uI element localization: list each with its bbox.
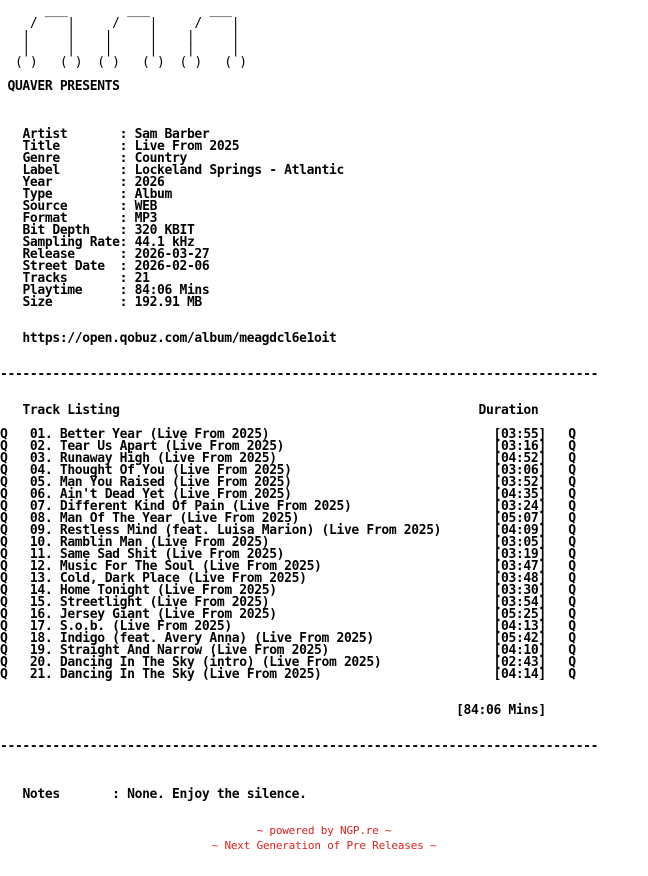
info-separator: :: [59, 151, 135, 166]
info-value: Sam Barber: [134, 127, 210, 142]
track-title: Runaway High (Live From 2025): [59, 451, 277, 466]
track-title: Thought Of You (Live From 2025): [59, 463, 292, 478]
track-title: Ain't Dead Yet (Live From 2025): [59, 487, 292, 502]
border-glyph: Q: [568, 535, 576, 550]
track-duration: [04:35]: [493, 487, 546, 502]
info-separator: :: [67, 127, 135, 142]
track-number: 01.: [29, 427, 53, 442]
track-number: 17.: [29, 619, 53, 634]
track-number: 08.: [29, 511, 53, 526]
info-separator: :: [59, 139, 135, 154]
border-glyph: Q: [568, 559, 576, 574]
border-glyph: Q: [0, 655, 8, 670]
track-title: Dancing In The Sky (intro) (Live From 2025): [59, 655, 382, 670]
info-value: Live From 2025: [134, 139, 240, 154]
track-title: Streetlight (Live From 2025): [59, 595, 270, 610]
info-separator: :: [119, 235, 135, 250]
border-glyph: Q: [0, 667, 8, 682]
border-glyph: Q: [0, 523, 8, 538]
track-number: 02.: [29, 439, 53, 454]
info-separator: :: [67, 211, 135, 226]
info-value: 21: [134, 271, 150, 286]
track-duration: [03:48]: [493, 571, 546, 586]
track-number: 13.: [29, 571, 53, 586]
info-value: 2026-02-06: [134, 259, 210, 274]
track-duration: [04:13]: [493, 619, 546, 634]
border-glyph: Q: [568, 655, 576, 670]
track-duration: [04:52]: [493, 451, 546, 466]
album-url: https://open.qobuz.com/album/meagdcl6e1oit: [0, 331, 337, 346]
track-title: Tear Us Apart (Live From 2025): [59, 439, 285, 454]
border-glyph: Q: [0, 619, 8, 634]
border-glyph: Q: [568, 511, 576, 526]
info-separator: :: [89, 223, 135, 238]
border-glyph: Q: [0, 499, 8, 514]
border-glyph: Q: [0, 463, 8, 478]
duration-label: Duration: [478, 403, 539, 418]
border-glyph: Q: [0, 643, 8, 658]
track-duration: [04:10]: [493, 643, 546, 658]
track-title: Better Year (Live From 2025): [59, 427, 270, 442]
info-key: Genre: [22, 151, 60, 166]
track-number: 19.: [29, 643, 53, 658]
info-value: Lockeland Springs - Atlantic: [134, 163, 344, 178]
border-glyph: Q: [0, 571, 8, 586]
info-separator: :: [82, 283, 135, 298]
track-duration: [03:06]: [493, 463, 546, 478]
track-number: 04.: [29, 463, 53, 478]
info-separator: :: [104, 259, 135, 274]
track-title: Man You Raised (Live From 2025): [59, 475, 292, 490]
track-number: 20.: [29, 655, 53, 670]
track-number: 15.: [29, 595, 53, 610]
border-glyph: Q: [0, 439, 8, 454]
track-number: 21.: [29, 667, 53, 682]
info-key: Sampling Rate: [22, 235, 120, 250]
info-key: Title: [22, 139, 60, 154]
border-glyph: Q: [568, 643, 576, 658]
info-value: MP3: [134, 211, 158, 226]
track-number: 18.: [29, 631, 53, 646]
track-title: Dancing In The Sky (Live From 2025): [59, 667, 322, 682]
track-title: Same Sad Shit (Live From 2025): [59, 547, 285, 562]
info-value: 2026: [134, 175, 165, 190]
track-number: 07.: [29, 499, 53, 514]
border-glyph: Q: [568, 547, 576, 562]
info-separator: :: [67, 199, 135, 214]
info-row-size: [0, 297, 648, 309]
track-title: Indigo (feat. Avery Anna) (Live From 2025): [59, 631, 374, 646]
track-duration: [04:09]: [493, 523, 546, 538]
track-title: Different Kind Of Pain (Live From 2025): [59, 499, 352, 514]
divider-top: --------------------------------------------------------------------------------: [0, 367, 599, 382]
track-row: [0, 669, 648, 681]
track-duration: [03:24]: [493, 499, 546, 514]
track-title: Restless Mind (feat. Luisa Marion) (Live From 2025): [59, 523, 442, 538]
track-title: Ramblin Man (Live From 2025): [59, 535, 270, 550]
track-duration: [03:05]: [493, 535, 546, 550]
border-glyph: Q: [568, 607, 576, 622]
border-glyph: Q: [568, 595, 576, 610]
border-glyph: Q: [568, 571, 576, 586]
track-number: 10.: [29, 535, 53, 550]
footer-tagline: ~ Next Generation of Pre Releases ~: [211, 839, 437, 852]
info-value: Album: [134, 187, 172, 202]
footer-powered-by: ~ powered by NGP.re ~: [256, 824, 392, 837]
track-title: Home Tonight (Live From 2025): [59, 583, 277, 598]
ascii-logo: ___ ___ ___ / | / | / | | | | | | | | | | | | | ( ) ( ) ( ) ( ) ( ) ( ): [14, 3, 247, 70]
release-info-block: [0, 129, 648, 309]
info-key: Label: [22, 163, 60, 178]
info-value: 192.91 MB: [134, 295, 202, 310]
track-number: 03.: [29, 451, 53, 466]
track-title: S.o.b. (Live From 2025): [59, 619, 232, 634]
border-glyph: Q: [0, 607, 8, 622]
track-number: 11.: [29, 547, 53, 562]
track-number: 06.: [29, 487, 53, 502]
track-duration: [03:47]: [493, 559, 546, 574]
track-number: 14.: [29, 583, 53, 598]
track-title: Man Of The Year (Live From 2025): [59, 511, 300, 526]
border-glyph: Q: [568, 619, 576, 634]
border-glyph: Q: [568, 439, 576, 454]
track-number: 12.: [29, 559, 53, 574]
track-duration: [02:43]: [493, 655, 546, 670]
border-glyph: Q: [568, 523, 576, 538]
tracklist-label: Track Listing: [22, 403, 120, 418]
info-key: Size: [22, 295, 53, 310]
track-title: Jersey Giant (Live From 2025): [59, 607, 277, 622]
notes-key: Notes: [22, 787, 60, 802]
info-separator: :: [74, 247, 135, 262]
border-glyph: Q: [0, 511, 8, 526]
track-duration: [03:16]: [493, 439, 546, 454]
border-glyph: Q: [568, 499, 576, 514]
border-glyph: Q: [568, 451, 576, 466]
info-separator: :: [59, 163, 135, 178]
info-separator: :: [52, 175, 135, 190]
track-number: 16.: [29, 607, 53, 622]
border-glyph: Q: [568, 427, 576, 442]
info-key: Release: [22, 247, 75, 262]
border-glyph: Q: [0, 595, 8, 610]
border-glyph: Q: [0, 427, 8, 442]
track-duration: [03:52]: [493, 475, 546, 490]
info-separator: :: [67, 271, 135, 286]
border-glyph: Q: [0, 583, 8, 598]
border-glyph: Q: [568, 463, 576, 478]
track-duration: [03:54]: [493, 595, 546, 610]
border-glyph: Q: [0, 451, 8, 466]
border-glyph: Q: [568, 487, 576, 502]
border-glyph: Q: [0, 559, 8, 574]
nfo-document: [0, 4, 648, 801]
info-separator: :: [52, 187, 135, 202]
track-duration: [04:14]: [493, 667, 546, 682]
border-glyph: Q: [0, 631, 8, 646]
info-key: Playtime: [22, 283, 83, 298]
info-key: Artist: [22, 127, 68, 142]
track-number: 05.: [29, 475, 53, 490]
info-key: Type: [22, 187, 53, 202]
tracklist-header: [0, 405, 648, 417]
info-separator: :: [52, 295, 135, 310]
divider-bottom: --------------------------------------------------------------------------------: [0, 739, 599, 754]
track-duration: [05:25]: [493, 607, 546, 622]
track-duration: [05:42]: [493, 631, 546, 646]
track-title: Cold, Dark Place (Live From 2025): [59, 571, 307, 586]
info-key: Source: [22, 199, 68, 214]
info-value: 84:06 Mins: [134, 283, 210, 298]
border-glyph: Q: [568, 583, 576, 598]
info-value: 44.1 kHz: [134, 235, 195, 250]
total-duration: [84:06 Mins]: [456, 703, 546, 718]
track-duration: [03:55]: [493, 427, 546, 442]
info-value: 320 KBIT: [134, 223, 195, 238]
border-glyph: Q: [568, 475, 576, 490]
info-key: Bit Depth: [22, 223, 90, 238]
info-value: Country: [134, 151, 187, 166]
info-value: 2026-03-27: [134, 247, 210, 262]
border-glyph: Q: [0, 547, 8, 562]
border-glyph: Q: [0, 487, 8, 502]
notes-value: None. Enjoy the silence.: [127, 787, 307, 802]
track-duration: [03:19]: [493, 547, 546, 562]
info-value: WEB: [134, 199, 158, 214]
border-glyph: Q: [0, 535, 8, 550]
track-title: Straight And Narrow (Live From 2025): [59, 643, 330, 658]
notes-line: Notes : None. Enjoy the silence.: [22, 787, 307, 802]
info-key: Format: [22, 211, 68, 226]
track-list: [0, 429, 648, 681]
track-number: 09.: [29, 523, 53, 538]
border-glyph: Q: [568, 631, 576, 646]
track-title: Music For The Soul (Live From 2025): [59, 559, 322, 574]
info-key: Tracks: [22, 271, 68, 286]
info-key: Street Date: [22, 259, 105, 274]
presenter-line: QUAVER PRESENTS: [0, 79, 120, 94]
border-glyph: Q: [0, 475, 8, 490]
info-key: Year: [22, 175, 53, 190]
track-duration: [05:07]: [493, 511, 546, 526]
border-glyph: Q: [568, 667, 576, 682]
track-duration: [03:30]: [493, 583, 546, 598]
